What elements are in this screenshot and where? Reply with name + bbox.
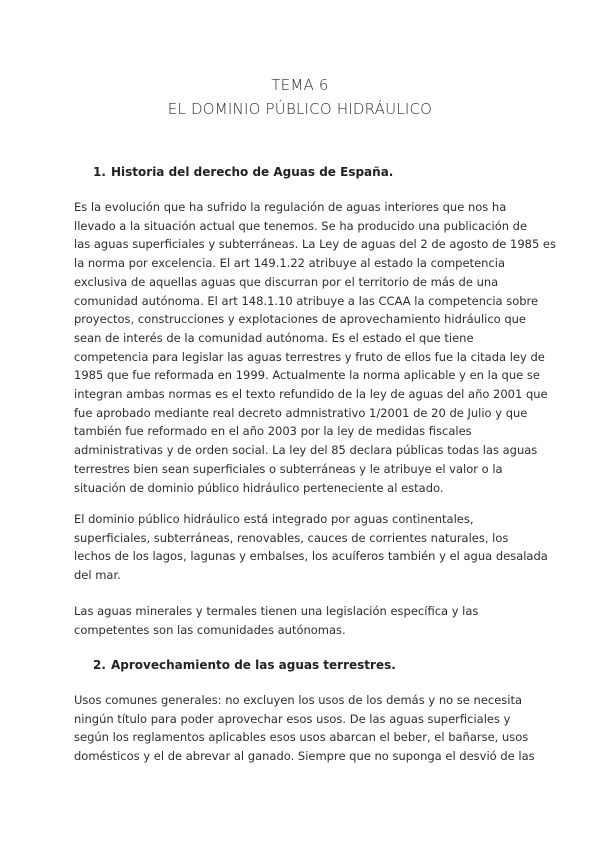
document-title-line1: TEMA 6	[271, 76, 329, 94]
section-heading-2	[93, 658, 396, 672]
paragraph-aguas-minerales	[74, 602, 534, 639]
paragraph-history	[74, 198, 557, 497]
section-number: 2.	[93, 658, 106, 672]
section-number: 1.	[93, 165, 106, 179]
paragraph-line: superficiales, subterráneas, renovables, cauces de corrientes naturales, los	[74, 530, 509, 545]
section-heading-text: Aprovechamiento de las aguas terrestres.	[111, 658, 396, 672]
paragraph-line: integran ambas normas es el texto refundido de la ley de aguas del año 2001 que	[74, 387, 548, 402]
paragraph-line: Usos comunes generales: no excluyen los usos de los demás y no se necesita	[74, 693, 523, 707]
paragraph-line: lechos de los lagos, lagunas y embalses, los acuíferos también y el agua desalada	[74, 549, 548, 564]
paragraph-dominio	[74, 510, 548, 585]
paragraph-usos-comunes	[74, 691, 534, 766]
paragraph-line: la norma por excelencia. El art 149.1.22 atribuye al estado la competencia	[74, 256, 505, 271]
paragraph-line: competentes son las comunidades autónomas.	[74, 622, 346, 637]
paragraph-line: sean de interés de la comunidad autónoma. Es el estado el que tiene	[74, 330, 474, 345]
paragraph-line: Es la evolución que ha sufrido la regulación de aguas interiores que nos ha	[74, 200, 507, 214]
paragraph-line: exclusiva de aquellas aguas que discurran por el territorio de más de una	[74, 274, 499, 289]
paragraph-line: proyectos, construcciones y explotaciones de aprovechamiento hidráulico que	[74, 312, 527, 327]
paragraph-line: Las aguas minerales y termales tienen una legislación específica y las	[74, 604, 479, 618]
paragraph-line: domésticos y el de abrevar al ganado. Siempre que no suponga el desvió de las	[74, 749, 535, 764]
paragraph-line: 1985 que fue reformada en 1999. Actualmente la norma aplicable y en la que se	[74, 368, 540, 383]
paragraph-line: administrativas y de orden social. La ley del 85 declara públicas todas las aguas	[74, 443, 538, 458]
paragraph-line: llevado a la situación actual que tenemos. Se ha producido una publicación de	[74, 218, 528, 233]
paragraph-line: terrestres bien sean superficiales o subterráneas y le atribuye el valor o la	[74, 461, 503, 476]
document-title-line2: EL DOMINIO PÚBLICO HIDRÁULICO	[167, 100, 433, 118]
paragraph-line: del mar.	[74, 568, 121, 583]
paragraph-line: también fue reformado en el año 2003 por la ley de medidas fiscales	[74, 424, 472, 439]
paragraph-line: situación de dominio público hidráulico perteneciente al estado.	[74, 480, 444, 495]
section-heading-1	[93, 165, 393, 179]
paragraph-line: según los reglamentos aplicables esos usos abarcan el beber, el bañarse, usos	[74, 730, 529, 745]
paragraph-line: las aguas superficiales y subterráneas. La Ley de aguas del 2 de agosto de 1985 es	[74, 237, 557, 252]
section-heading-text: Historia del derecho de Aguas de España.	[111, 165, 394, 179]
paragraph-line: El dominio público hidráulico está integrado por aguas continentales,	[74, 512, 474, 526]
paragraph-line: comunidad autónoma. El art 148.1.10 atribuye a las CCAA la competencia sobre	[74, 293, 539, 308]
paragraph-line: ningún título para poder aprovechar esos usos. De las aguas superficiales y	[74, 711, 511, 726]
paragraph-line: competencia para legislar las aguas terrestres y fruto de ellos fue la citada ley de	[74, 349, 545, 364]
paragraph-line: fue aprobado mediante real decreto admnistrativo 1/2001 de 20 de Julio y que	[74, 405, 528, 420]
